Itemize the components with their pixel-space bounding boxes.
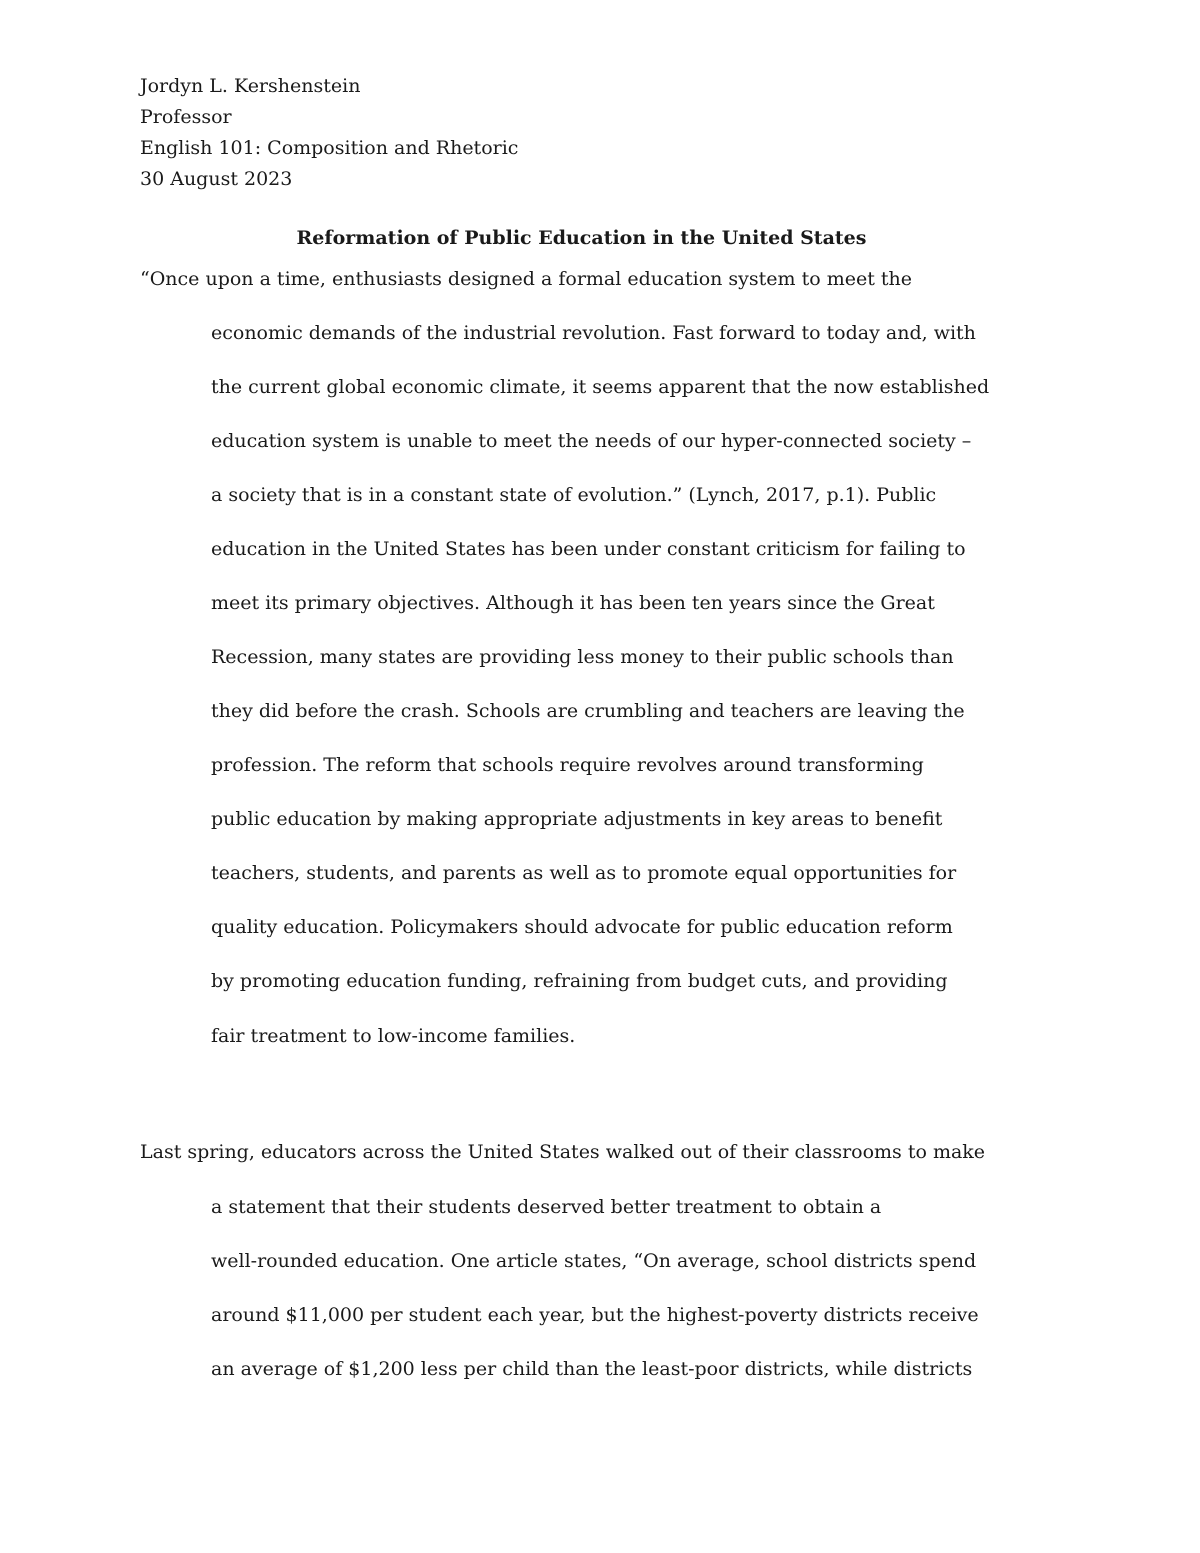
essay-date: 30 August 2023 [140, 168, 293, 190]
paragraph-line: around $11,000 per student each year, but the highest-poverty districts receive [211, 1304, 979, 1326]
paragraph-line: public education by making appropriate adjustments in key areas to benefit [211, 808, 943, 830]
paragraph-line: Last spring, educators across the United States walked out of their classrooms to make [140, 1141, 986, 1163]
paragraph-line: education in the United States has been under constant criticism for failing to [211, 538, 966, 560]
instructor-name: Professor [140, 106, 232, 128]
paragraph-line: Recession, many states are providing less money to their public schools than [211, 646, 954, 668]
paragraph-line: by promoting education funding, refraining from budget cuts, and providing [211, 970, 948, 992]
author-name: Jordyn L. Kershenstein [140, 75, 361, 97]
paragraph-line: an average of $1,200 less per child than the least-poor districts, while districts [211, 1358, 973, 1380]
course-name: English 101: Composition and Rhetoric [140, 137, 519, 159]
paragraph-line: economic demands of the industrial revolution. Fast forward to today and, with [211, 322, 976, 344]
paragraph-line: fair treatment to low-income families. [211, 1025, 576, 1047]
paragraph-line: quality education. Policymakers should advocate for public education reform [211, 916, 953, 938]
paragraph-line: a statement that their students deserved better treatment to obtain a [211, 1196, 882, 1218]
paragraph-line: teachers, students, and parents as well as to promote equal opportunities for [211, 862, 957, 884]
essay-title: Reformation of Public Education in the United States [296, 227, 867, 249]
paragraph-line: they did before the crash. Schools are crumbling and teachers are leaving the [211, 700, 965, 722]
paragraph-line: well-rounded education. One article states, “On average, school districts spend [211, 1250, 977, 1272]
paragraph-line: meet its primary objectives. Although it has been ten years since the Great [211, 592, 935, 614]
paragraph-line: a society that is in a constant state of evolution.” (Lynch, 2017, p.1). Public [211, 484, 937, 506]
paragraph-line: “Once upon a time, enthusiasts designed a formal education system to meet the [140, 268, 912, 290]
paragraph-line: education system is unable to meet the needs of our hyper-connected society – [211, 430, 972, 452]
paragraph-line: the current global economic climate, it seems apparent that the now established [211, 376, 990, 398]
paragraph-line: profession. The reform that schools require revolves around transforming [211, 754, 924, 776]
